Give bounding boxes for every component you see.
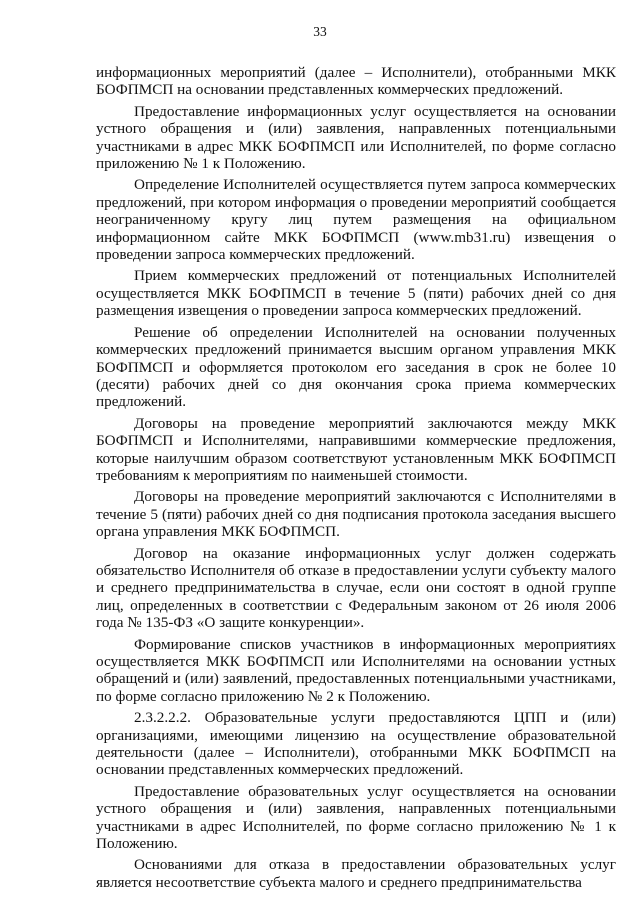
paragraph-information-services-basis: Предоставление информационных услуг осуществляется на основании устного обращения и (или) заявления, направленных потенциальными участниками в адрес МКК БОФПМСП или Исполнителей, по форме согласно приложению № 1 к Положению. [96,102,616,173]
paragraph-educational-services: 2.3.2.2.2. Образовательные услуги предоставляются ЦПП и (или) организациями, имеющими лицензию на осуществление образовательной деятельности (далее – Исполнители), отобранными МКК БОФПМСП на основании представленных коммерческих предложений. [96,709,616,779]
paragraph-contract-term: Договоры на проведение мероприятий заключаются с Исполнителями в течение 5 (пяти) рабочих дней со дня подписания протокола заседания высшего органа управления МКК БОФПМСП. [96,488,616,541]
page-number: 33 [313,24,327,39]
paragraph-participant-lists: Формирование списков участников в информационных мероприятиях осуществляется МКК БОФПМСП или Исполнителями на основании устных обращений и (или) заявлений, предоставленных потенциальными участниками, по форме согласно приложению № 2 к Положению. [96,635,616,705]
paragraph-event-contracts: Договоры на проведение мероприятий заключаются между МКК БОФПМСП и Исполнителями, направившими коммерческие предложения, которые наилучшим образом соответствуют установленным МКК БОФПМСП требованиям к мероприятиям по наименьшей стоимости. [96,414,616,484]
paragraph-proposal-acceptance: Прием коммерческих предложений от потенциальных Исполнителей осуществляется МКК БОФПМСП в течение 5 (пяти) рабочих дней со дня размещения извещения о проведении запроса коммерческих предложений. [96,267,616,320]
paragraph-contractor-selection: Определение Исполнителей осуществляется путем запроса коммерческих предложений, при котором информация о проведении мероприятий сообщается неограниченному кругу лиц путем размещения на официальном информационном сайте МКК БОФПМСП (www.mb31.ru) извещения о проведении запроса коммерческих предложений. [96,176,616,264]
paragraph-service-contract-obligation: Договор на оказание информационных услуг должен содержать обязательство Исполнителя об отказе в предоставлении услуги субъекту малого и среднего предпринимательства в случае, если они состоят в одной группе лиц, определенных в соответствии с Федеральным законом от 26 июля 2006 года № 135-ФЗ «О защите конкуренции». [96,544,616,632]
paragraph-refusal-grounds: Основаниями для отказа в предоставлении образовательных услуг является несоответствие субъекта малого и среднего предпринимательства [96,856,616,891]
paragraph-continuation: информационных мероприятий (далее – Исполнители), отобранными МКК БОФПМСП на основании представленных коммерческих предложений. [96,64,616,99]
paragraph-educational-services-basis: Предоставление образовательных услуг осуществляется на основании устного обращения и (или) заявления, направленных потенциальными участниками в адрес Исполнителей, по форме согласно приложению № 1 к Положению. [96,782,616,853]
paragraph-selection-decision: Решение об определении Исполнителей на основании полученных коммерческих предложений принимается высшим органом управления МКК БОФПМСП и оформляется протоколом его заседания в срок не более 10 (десяти) рабочих дней со дня окончания срока приема коммерческих предложений. [96,323,616,411]
document-body [96,64,616,895]
